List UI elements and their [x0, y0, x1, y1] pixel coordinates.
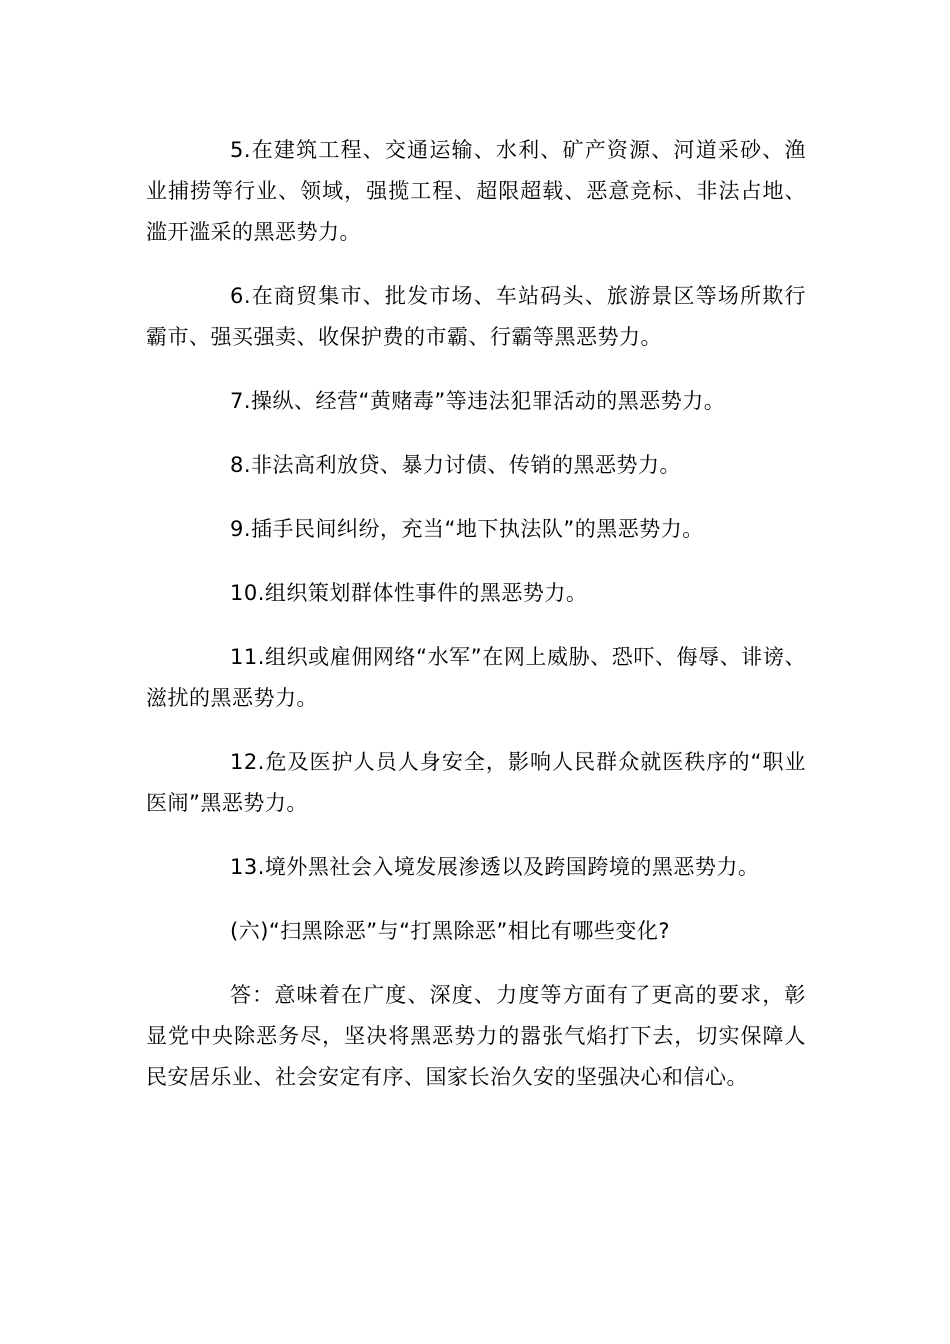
paragraph-item-6: 6.在商贸集市、批发市场、车站码头、旅游景区等场所欺行霸市、强买强卖、收保护费的市霸、行霸等黑恶势力。	[146, 284, 806, 349]
section-question-heading: (六)“扫黑除恶”与“打黑除恶”相比有哪些变化?	[230, 919, 671, 943]
paragraph-item-12: 12.危及医护人员人身安全，影响人民群众就医秩序的“职业医闹”黑恶势力。	[146, 750, 806, 815]
paragraph-item-10: 10.组织策划群体性事件的黑恶势力。	[230, 581, 588, 605]
paragraph-item-5: 5.在建筑工程、交通运输、水利、矿产资源、河道采砂、渔业捕捞等行业、领域，强揽工程、超限超载、恶意竞标、非法占地、滥开滥采的黑恶势力。	[146, 138, 806, 244]
paragraph-item-9: 9.插手民间纠纷，充当“地下执法队”的黑恶势力。	[230, 517, 704, 541]
paragraph-item-7: 7.操纵、经营“黄赌毒”等违法犯罪活动的黑恶势力。	[230, 389, 726, 413]
paragraph-item-11: 11.组织或雇佣网络“水军”在网上威胁、恐吓、侮辱、诽谤、滋扰的黑恶势力。	[146, 645, 806, 710]
document-body	[146, 130, 806, 1121]
answer-paragraph: 答：意味着在广度、深度、力度等方面有了更高的要求，彰显党中央除恶务尽，坚决将黑恶势力的嚣张气焰打下去，切实保障人民安居乐业、社会安定有序、国家长治久安的坚强决心和信心。	[146, 983, 806, 1089]
paragraph-item-8: 8.非法高利放贷、暴力讨债、传销的黑恶势力。	[230, 453, 682, 477]
paragraph-item-13: 13.境外黑社会入境发展渗透以及跨国跨境的黑恶势力。	[230, 855, 760, 879]
